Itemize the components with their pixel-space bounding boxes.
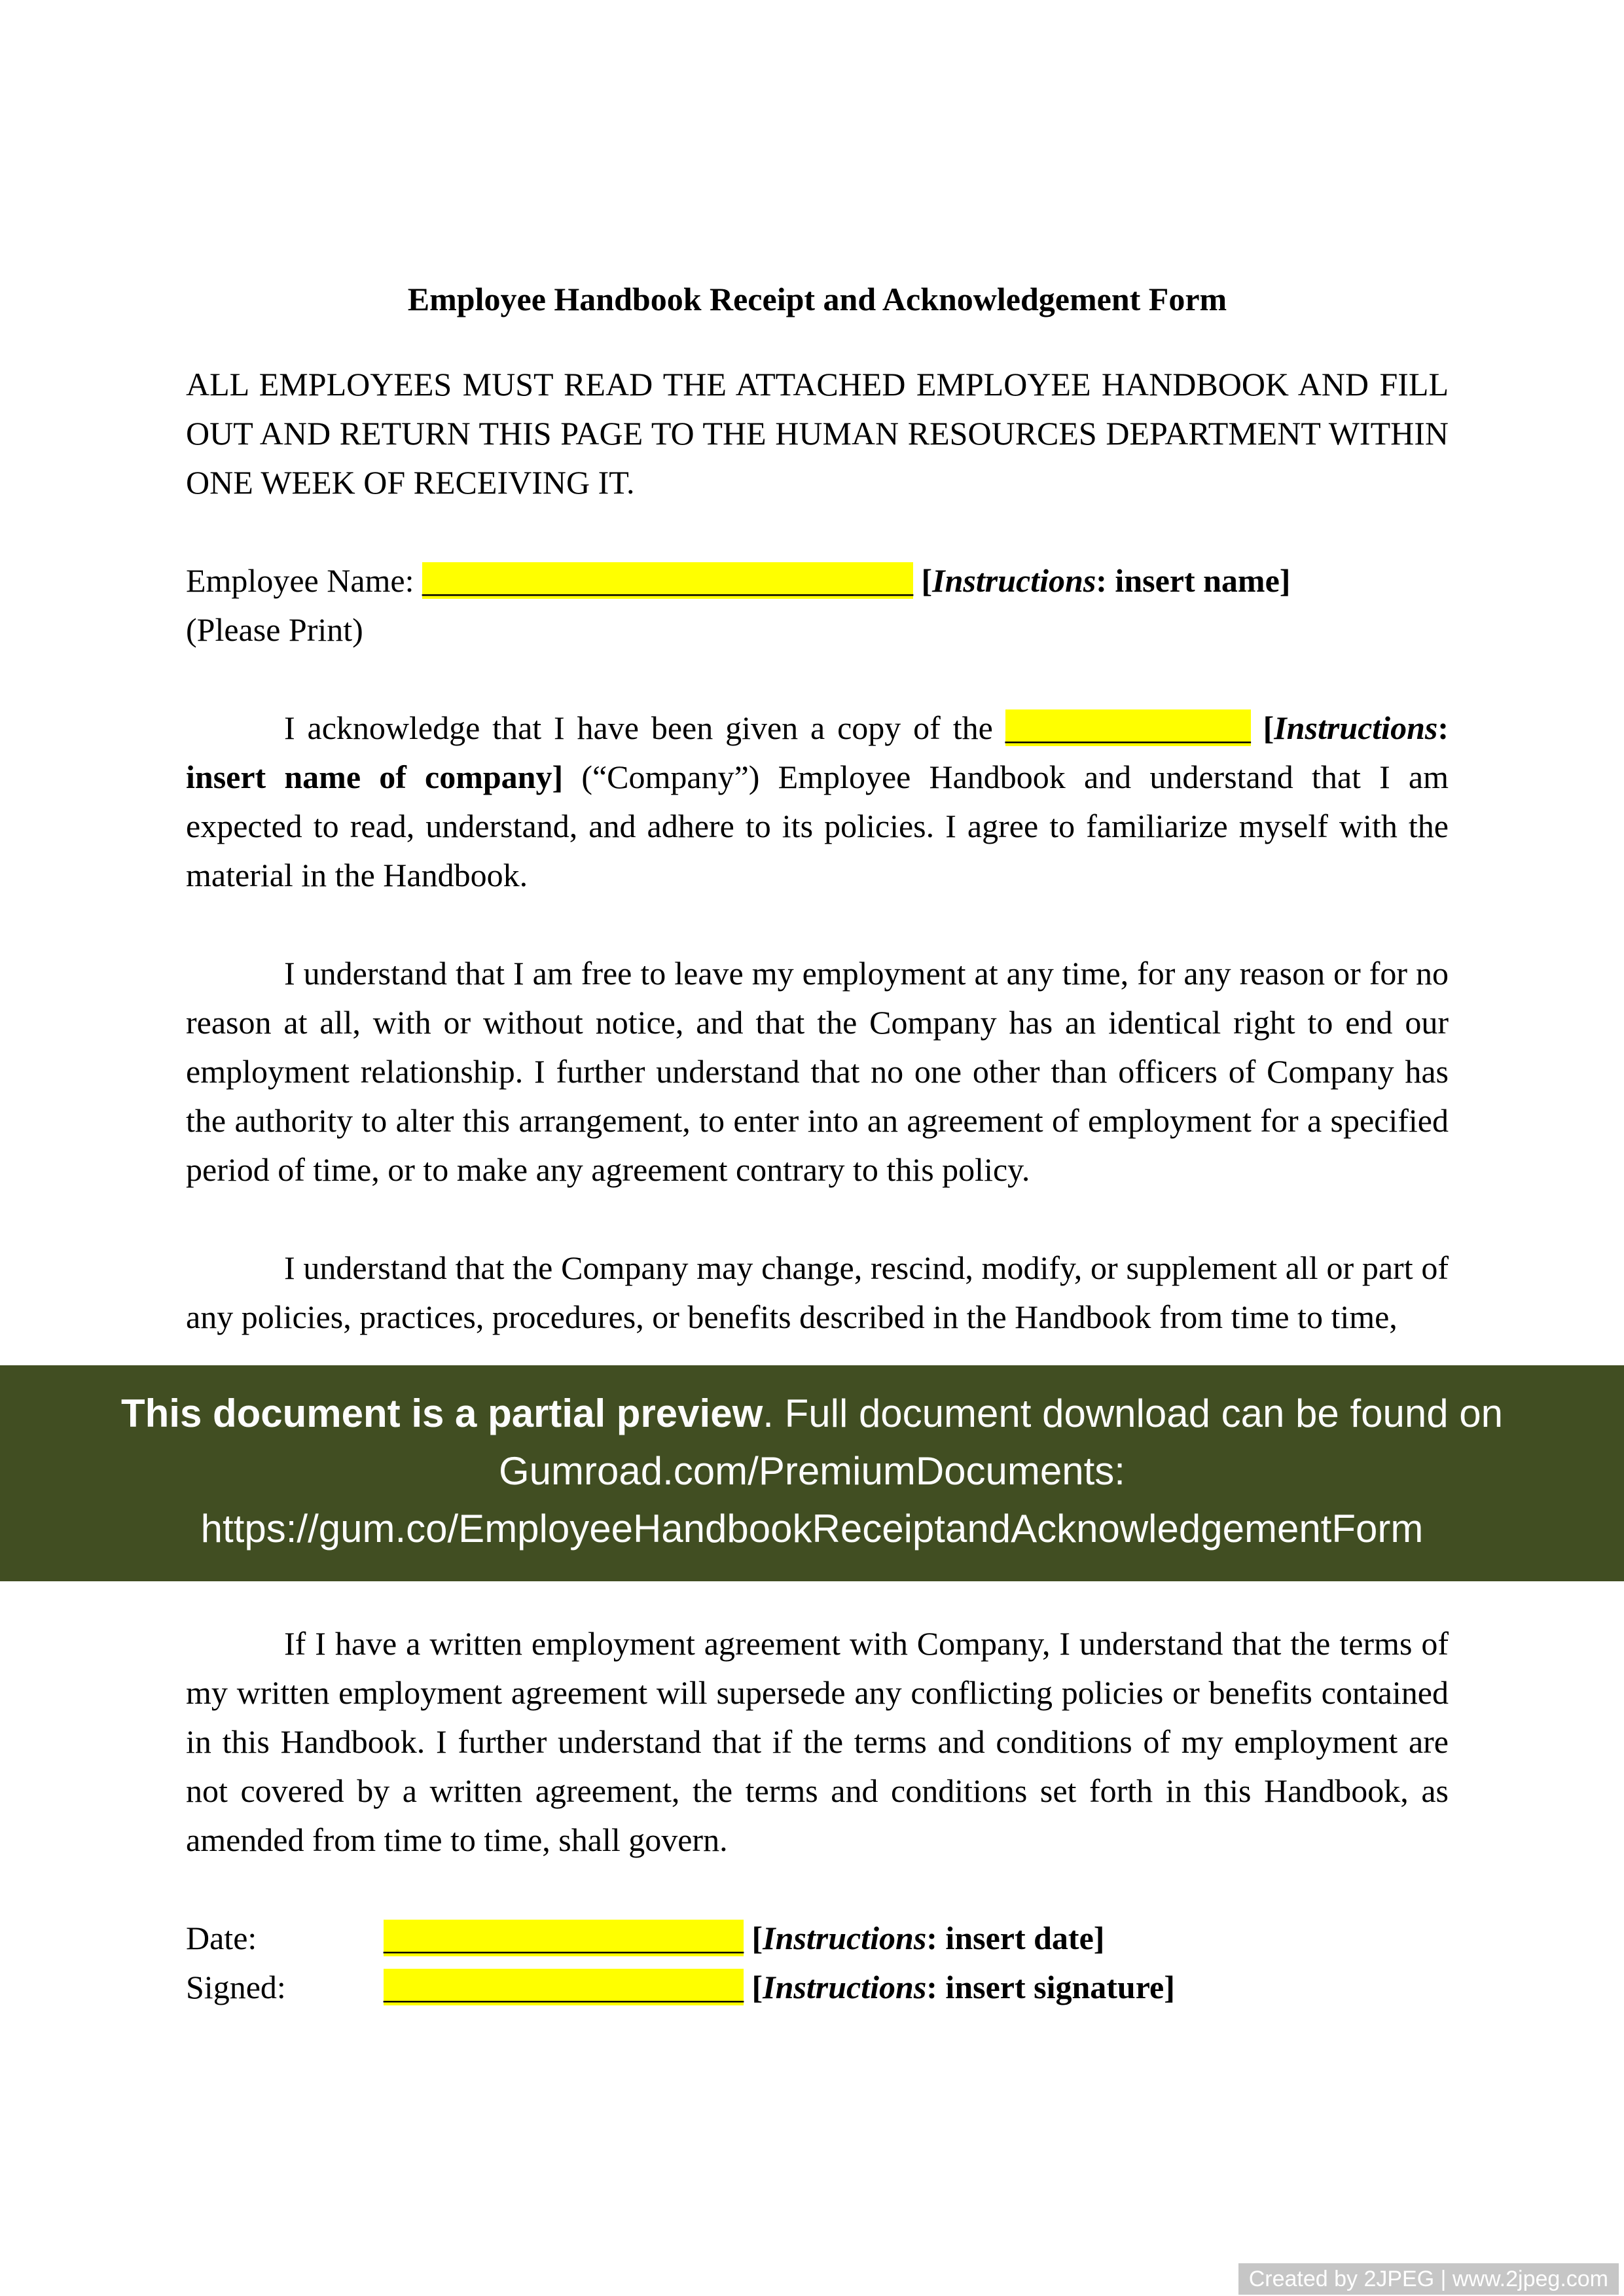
company-instr-rest: : insert name of company] (186, 709, 1449, 795)
company-instr-word: Instructions (1274, 709, 1438, 746)
company-instr-open: [ (1250, 709, 1274, 746)
please-print-label: (Please Print) (186, 611, 363, 648)
signature-blank: ______________________ (384, 1969, 744, 2005)
intro-paragraph: ALL EMPLOYEES MUST READ THE ATTACHED EMPLOYEE HANDBOOK AND FILL OUT AND RETURN THIS PAGE TO THE HUMAN RESOURCES DEPARTMENT WITHIN ONE WEEK OF RECEIVING IT. (186, 366, 1449, 501)
signed-row (186, 1963, 1449, 2012)
changes-paragraph: I understand that the Company may change, rescind, modify, or supplement all or part of any policies, practices, procedures, or benefits described in the Handbook from time to time, (186, 1249, 1449, 1335)
company-name-blank: _______________ (1005, 709, 1251, 746)
date-instr-word: Instructions (763, 1920, 927, 1956)
acknowledge-text-after: (“Company”) Employee Handbook and understand that I am expected to read, understand, and adhere to its policies. I agree to familiarize myself with the material in the Handbook. (186, 759, 1449, 893)
agreement-paragraph: If I have a written employment agreement with Company, I understand that the terms of my written employment agreement will supersede any conflicting policies or benefits contained in this Handbook. I further understand that if the terms and conditions of my employment are not covered by a written agreement, the terms and conditions set forth in this Handbook, as amended from time to time, shall govern. (186, 1625, 1449, 1858)
employee-name-instr-open: [ (913, 562, 933, 599)
date-label: Date: (186, 1920, 257, 1956)
preview-banner (0, 1365, 1624, 1581)
date-instr-open: [ (744, 1920, 763, 1956)
signed-instr-word: Instructions (763, 1969, 927, 2005)
employee-name-instr-rest: : insert name] (1096, 562, 1291, 599)
employee-name-line (186, 556, 1449, 655)
signed-label: Signed: (186, 1969, 286, 2005)
preview-banner-line1 (26, 1385, 1598, 1443)
employee-name-label: Employee Name: (186, 562, 422, 599)
signed-instr-rest: : insert signature] (926, 1969, 1175, 2005)
acknowledge-text-before: I acknowledge that I have been given a copy of the (284, 709, 1005, 746)
document-content-bottom (0, 1619, 1624, 2012)
acknowledge-paragraph (186, 704, 1449, 900)
preview-banner-line2: Gumroad.com/PremiumDocuments: (499, 1449, 1125, 1493)
at-will-paragraph: I understand that I am free to leave my employment at any time, for any reason or for no reason at all, with or without notice, and that the Company has an identical right to end our employment relationship. I further understand that no one other than officers of Company has the authority to alter this arrangement, to enter into an agreement of employment for a specified period of time, or to make any agreement contrary to this policy. (186, 955, 1449, 1188)
employee-name-instr-word: Instructions (932, 562, 1096, 599)
date-instr-rest: : insert date] (926, 1920, 1105, 1956)
page-title: Employee Handbook Receipt and Acknowledgement Form (407, 281, 1227, 317)
employee-name-blank: ______________________________ (422, 562, 913, 599)
watermark-credit: Created by 2JPEG | www.2jpeg.com (1238, 2263, 1619, 2295)
signed-instr-open: [ (744, 1969, 763, 2005)
preview-banner-lead-rest: . Full document download can be found on (763, 1391, 1504, 1435)
preview-banner-url: https://gum.co/EmployeeHandbookReceiptandAcknowledgementForm (200, 1507, 1424, 1551)
preview-banner-lead: This document is a partial preview (120, 1391, 763, 1435)
date-blank: ______________________ (384, 1920, 744, 1956)
date-row (186, 1914, 1449, 1963)
